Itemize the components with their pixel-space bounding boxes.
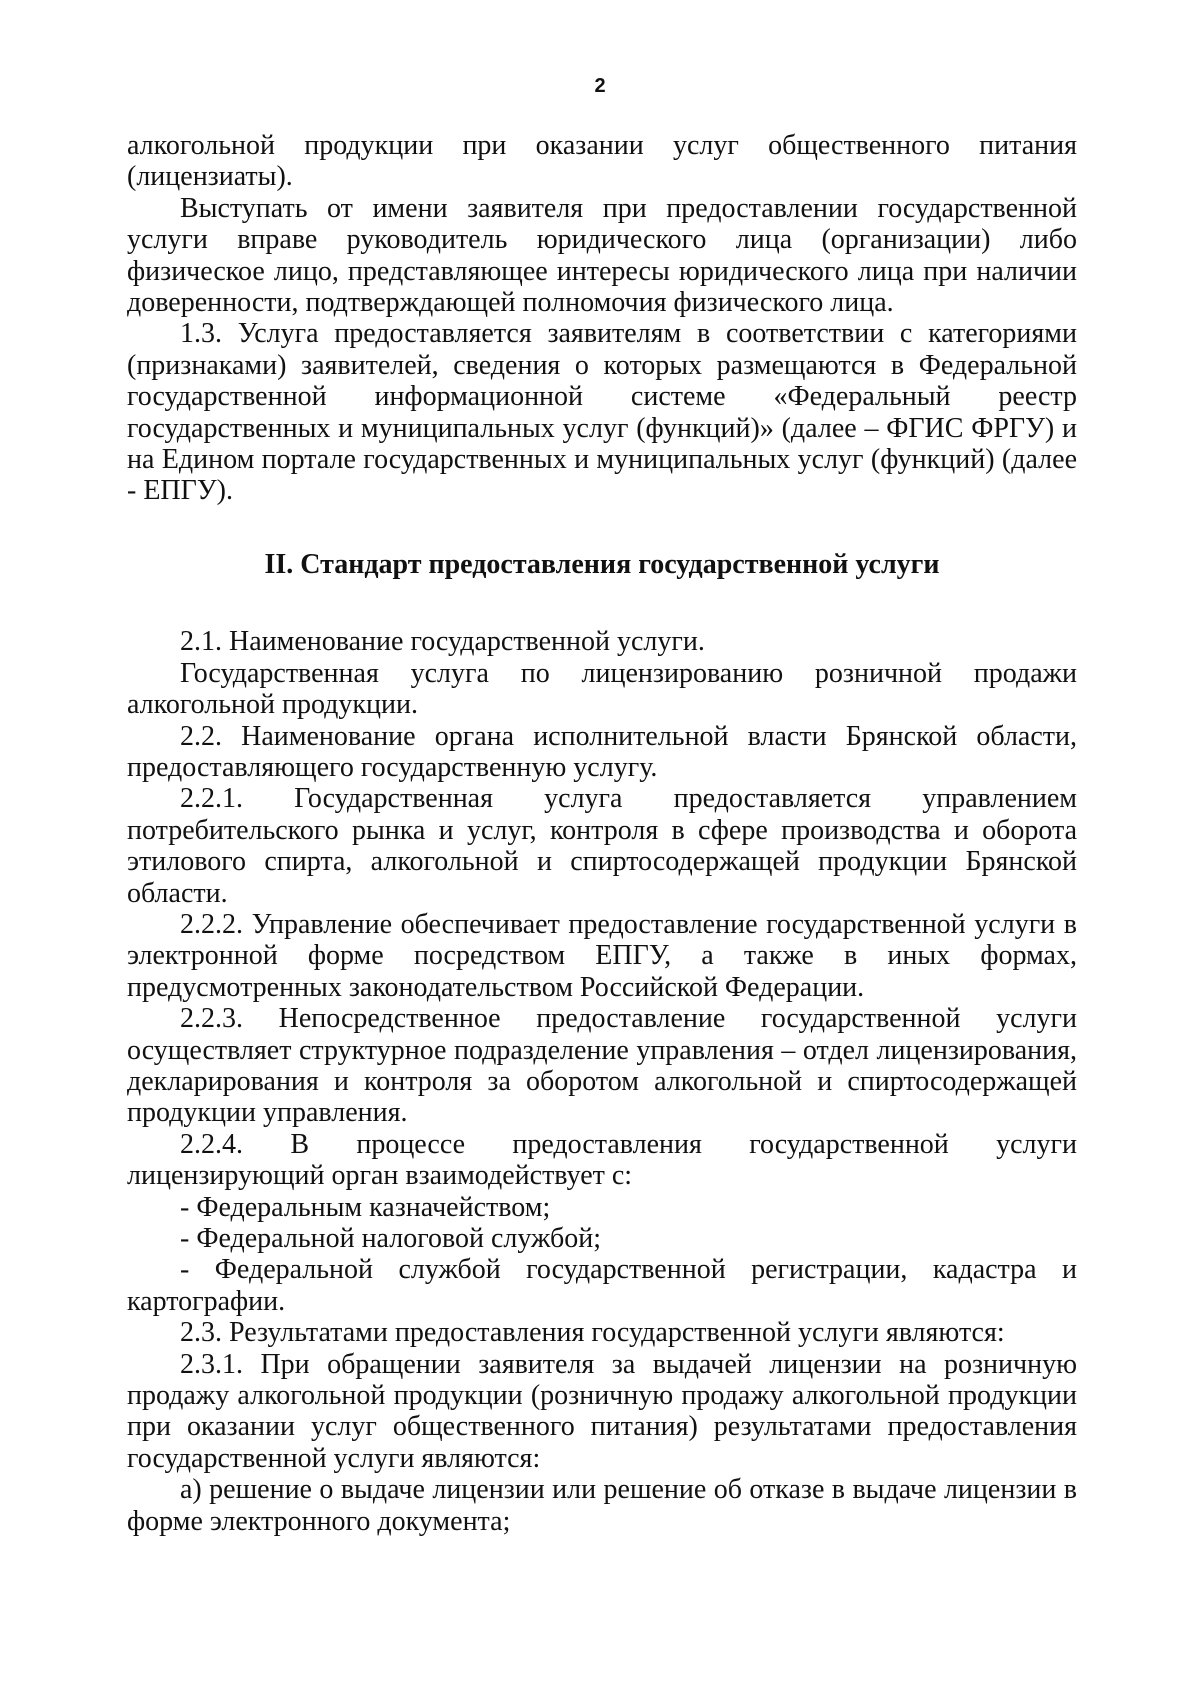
page-number: 2 [594, 75, 606, 97]
section-heading: II. Стандарт предоставления государственной услуги [264, 548, 940, 580]
list-item-registration-service: - Федеральной службой государственной регистрации, кадастра и картографии. [127, 1254, 1077, 1317]
paragraph-item-a: а) решение о выдаче лицензии или решение об отказе в выдаче лицензии в форме электронного документа; [127, 1474, 1077, 1537]
paragraph-continuation: алкогольной продукции при оказании услуг общественного питания (лицензиаты). [127, 130, 1077, 193]
list-item-treasury: - Федеральным казначейством; [180, 1191, 551, 1223]
paragraph-representative: Выступать от имени заявителя при предоставлении государственной услуги вправе руководитель юридического лица (организации) либо физическое лицо, представляющее интересы юридического лица при наличии доверенности, подтверждающей полномочия физического лица. [127, 192, 1077, 319]
paragraph-2-2-4: 2.2.4. В процессе предоставления государственной услуги лицензирующий орган взаимодействует с: [127, 1128, 1077, 1192]
paragraph-2-2-2: 2.2.2. Управление обеспечивает предоставление государственной услуги в электронной форме посредством ЕПГУ, а также в иных формах, предусмотренных законодательством Российской Федерации. [127, 908, 1077, 1003]
document-body [127, 130, 1077, 1537]
paragraph-1-3: 1.3. Услуга предоставляется заявителям в соответствии с категориями (признаками) заявителей, сведения о которых размещаются в Федеральной государственной информационной системе «Федеральный реестр государственных и муниципальных услуг (функций)» (далее – ФГИС ФРГУ) и на Едином портале государственных и муниципальных услуг (функций) (далее - ЕПГУ). [127, 318, 1077, 507]
paragraph-2-2: 2.2. Наименование органа исполнительной власти Брянской области, предоставляющего государственную услугу. [127, 720, 1077, 783]
paragraph-service-name: Государственная услуга по лицензированию розничной продажи алкогольной продукции. [127, 657, 1077, 721]
paragraph-2-2-1: 2.2.1. Государственная услуга предоставляется управлением потребительского рынка и услуг, контроля в сфере производства и оборота этилового спирта, алкогольной и спиртосодержащей продукции Брянской области. [127, 783, 1077, 909]
paragraph-2-3: 2.3. Результатами предоставления государственной услуги являются: [180, 1317, 1005, 1349]
paragraph-2-1: 2.1. Наименование государственной услуги. [180, 626, 705, 658]
paragraph-2-2-3: 2.2.3. Непосредственное предоставление государственной услуги осуществляет структурное подразделение управления – отдел лицензирования, декларирования и контроля за оборотом алкогольной и спиртосодержащей продукции управления. [127, 1003, 1077, 1129]
list-item-tax-service: - Федеральной налоговой службой; [180, 1223, 602, 1254]
paragraph-2-3-1: 2.3.1. При обращении заявителя за выдачей лицензии на розничную продажу алкогольной продукции (розничную продажу алкогольной продукции при оказании услуг общественного питания) результатами предоставления государственной услуги являются: [127, 1348, 1077, 1474]
